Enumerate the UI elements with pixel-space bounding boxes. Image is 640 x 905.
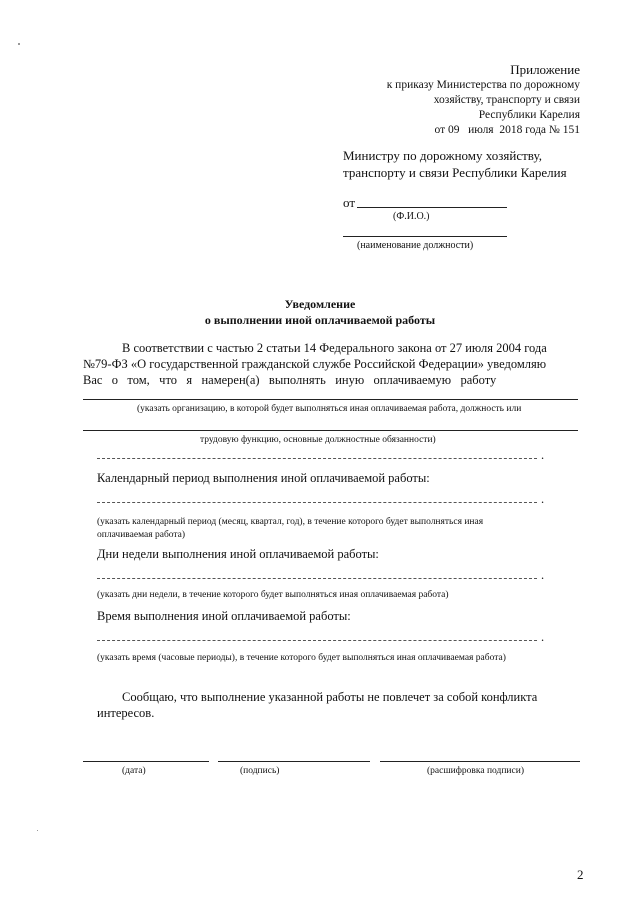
- period-dot: .: [541, 492, 545, 506]
- conclusion-line-1: Сообщаю, что выполнение указанной работы не повлечет за собой конфликта: [122, 690, 538, 704]
- period-field-line: [97, 502, 537, 503]
- time-field-line: [97, 640, 537, 641]
- fio-field-line: [357, 207, 507, 208]
- from-prefix: от: [343, 195, 356, 210]
- appendix-order-line: к приказу Министерства по дорожному: [386, 79, 580, 91]
- period-hint-2: оплачиваемая работа): [97, 530, 186, 540]
- appendix-republic-line: Республики Карелия: [478, 109, 580, 121]
- organization-field-line-2: [83, 430, 578, 431]
- organization-hint-2: трудовую функцию, основные должностные обязанности): [200, 435, 436, 445]
- days-title: Дни недели выполнения иной оплачиваемой работы:: [97, 547, 379, 561]
- conclusion-line-2: интересов.: [97, 706, 155, 720]
- organization-field-line: [83, 399, 578, 400]
- days-field-line: [97, 578, 537, 579]
- addressee-line-1: Министру по дорожному хозяйству,: [343, 148, 542, 163]
- date-label: (дата): [122, 766, 146, 776]
- heading-title: Уведомление: [284, 297, 356, 311]
- signature-label: (подпись): [240, 766, 280, 776]
- scan-speck: [37, 830, 38, 831]
- organization-field-line-3: [97, 458, 537, 459]
- page-number: 2: [577, 867, 584, 882]
- time-hint: (указать время (часовые периоды), в течение которого будет выполняться иная оплачиваемая работа): [97, 653, 506, 663]
- fio-label: (Ф.И.О.): [393, 211, 430, 222]
- scan-speck: [18, 43, 20, 45]
- addressee-line-2: транспорту и связи Республики Карелия: [343, 165, 567, 180]
- position-field-line: [343, 236, 507, 237]
- days-dot: .: [541, 568, 545, 582]
- days-hint: (указать дни недели, в течение которого будет выполняться иная оплачиваемая работа): [97, 590, 449, 600]
- position-label: (наименование должности): [357, 240, 474, 251]
- organization-hint-1: (указать организацию, в которой будет выполняться иная оплачиваемая работа, должность или: [137, 404, 522, 414]
- paragraph-1-line-3: Вас о том, что я намерен(а) выполнять иную оплачиваемую работу: [83, 373, 497, 387]
- date-field-line: [83, 761, 209, 762]
- heading-subtitle: о выполнении иной оплачиваемой работы: [204, 313, 436, 327]
- organization-dot: .: [541, 448, 545, 462]
- appendix-date-line: от 09 июля 2018 года № 151: [434, 124, 580, 136]
- period-hint-1: (указать календарный период (месяц, квартал, год), в течение которого будет выполняться иная: [97, 517, 484, 527]
- appendix-ministry-line: хозяйству, транспорту и связи: [433, 94, 580, 106]
- period-title: Календарный период выполнения иной оплачиваемой работы:: [97, 471, 430, 485]
- paragraph-1-line-2: №79-ФЗ «О государственной гражданской службе Российской Федерации» уведомляю: [83, 357, 547, 371]
- time-title: Время выполнения иной оплачиваемой работы:: [97, 609, 351, 623]
- decode-label: (расшифровка подписи): [427, 766, 524, 776]
- paragraph-1-line-1: В соответствии с частью 2 статьи 14 Федерального закона от 27 июля 2004 года: [122, 341, 547, 355]
- appendix-title: Приложение: [510, 62, 580, 77]
- time-dot: .: [541, 630, 545, 644]
- signature-field-line: [218, 761, 370, 762]
- decode-field-line: [380, 761, 580, 762]
